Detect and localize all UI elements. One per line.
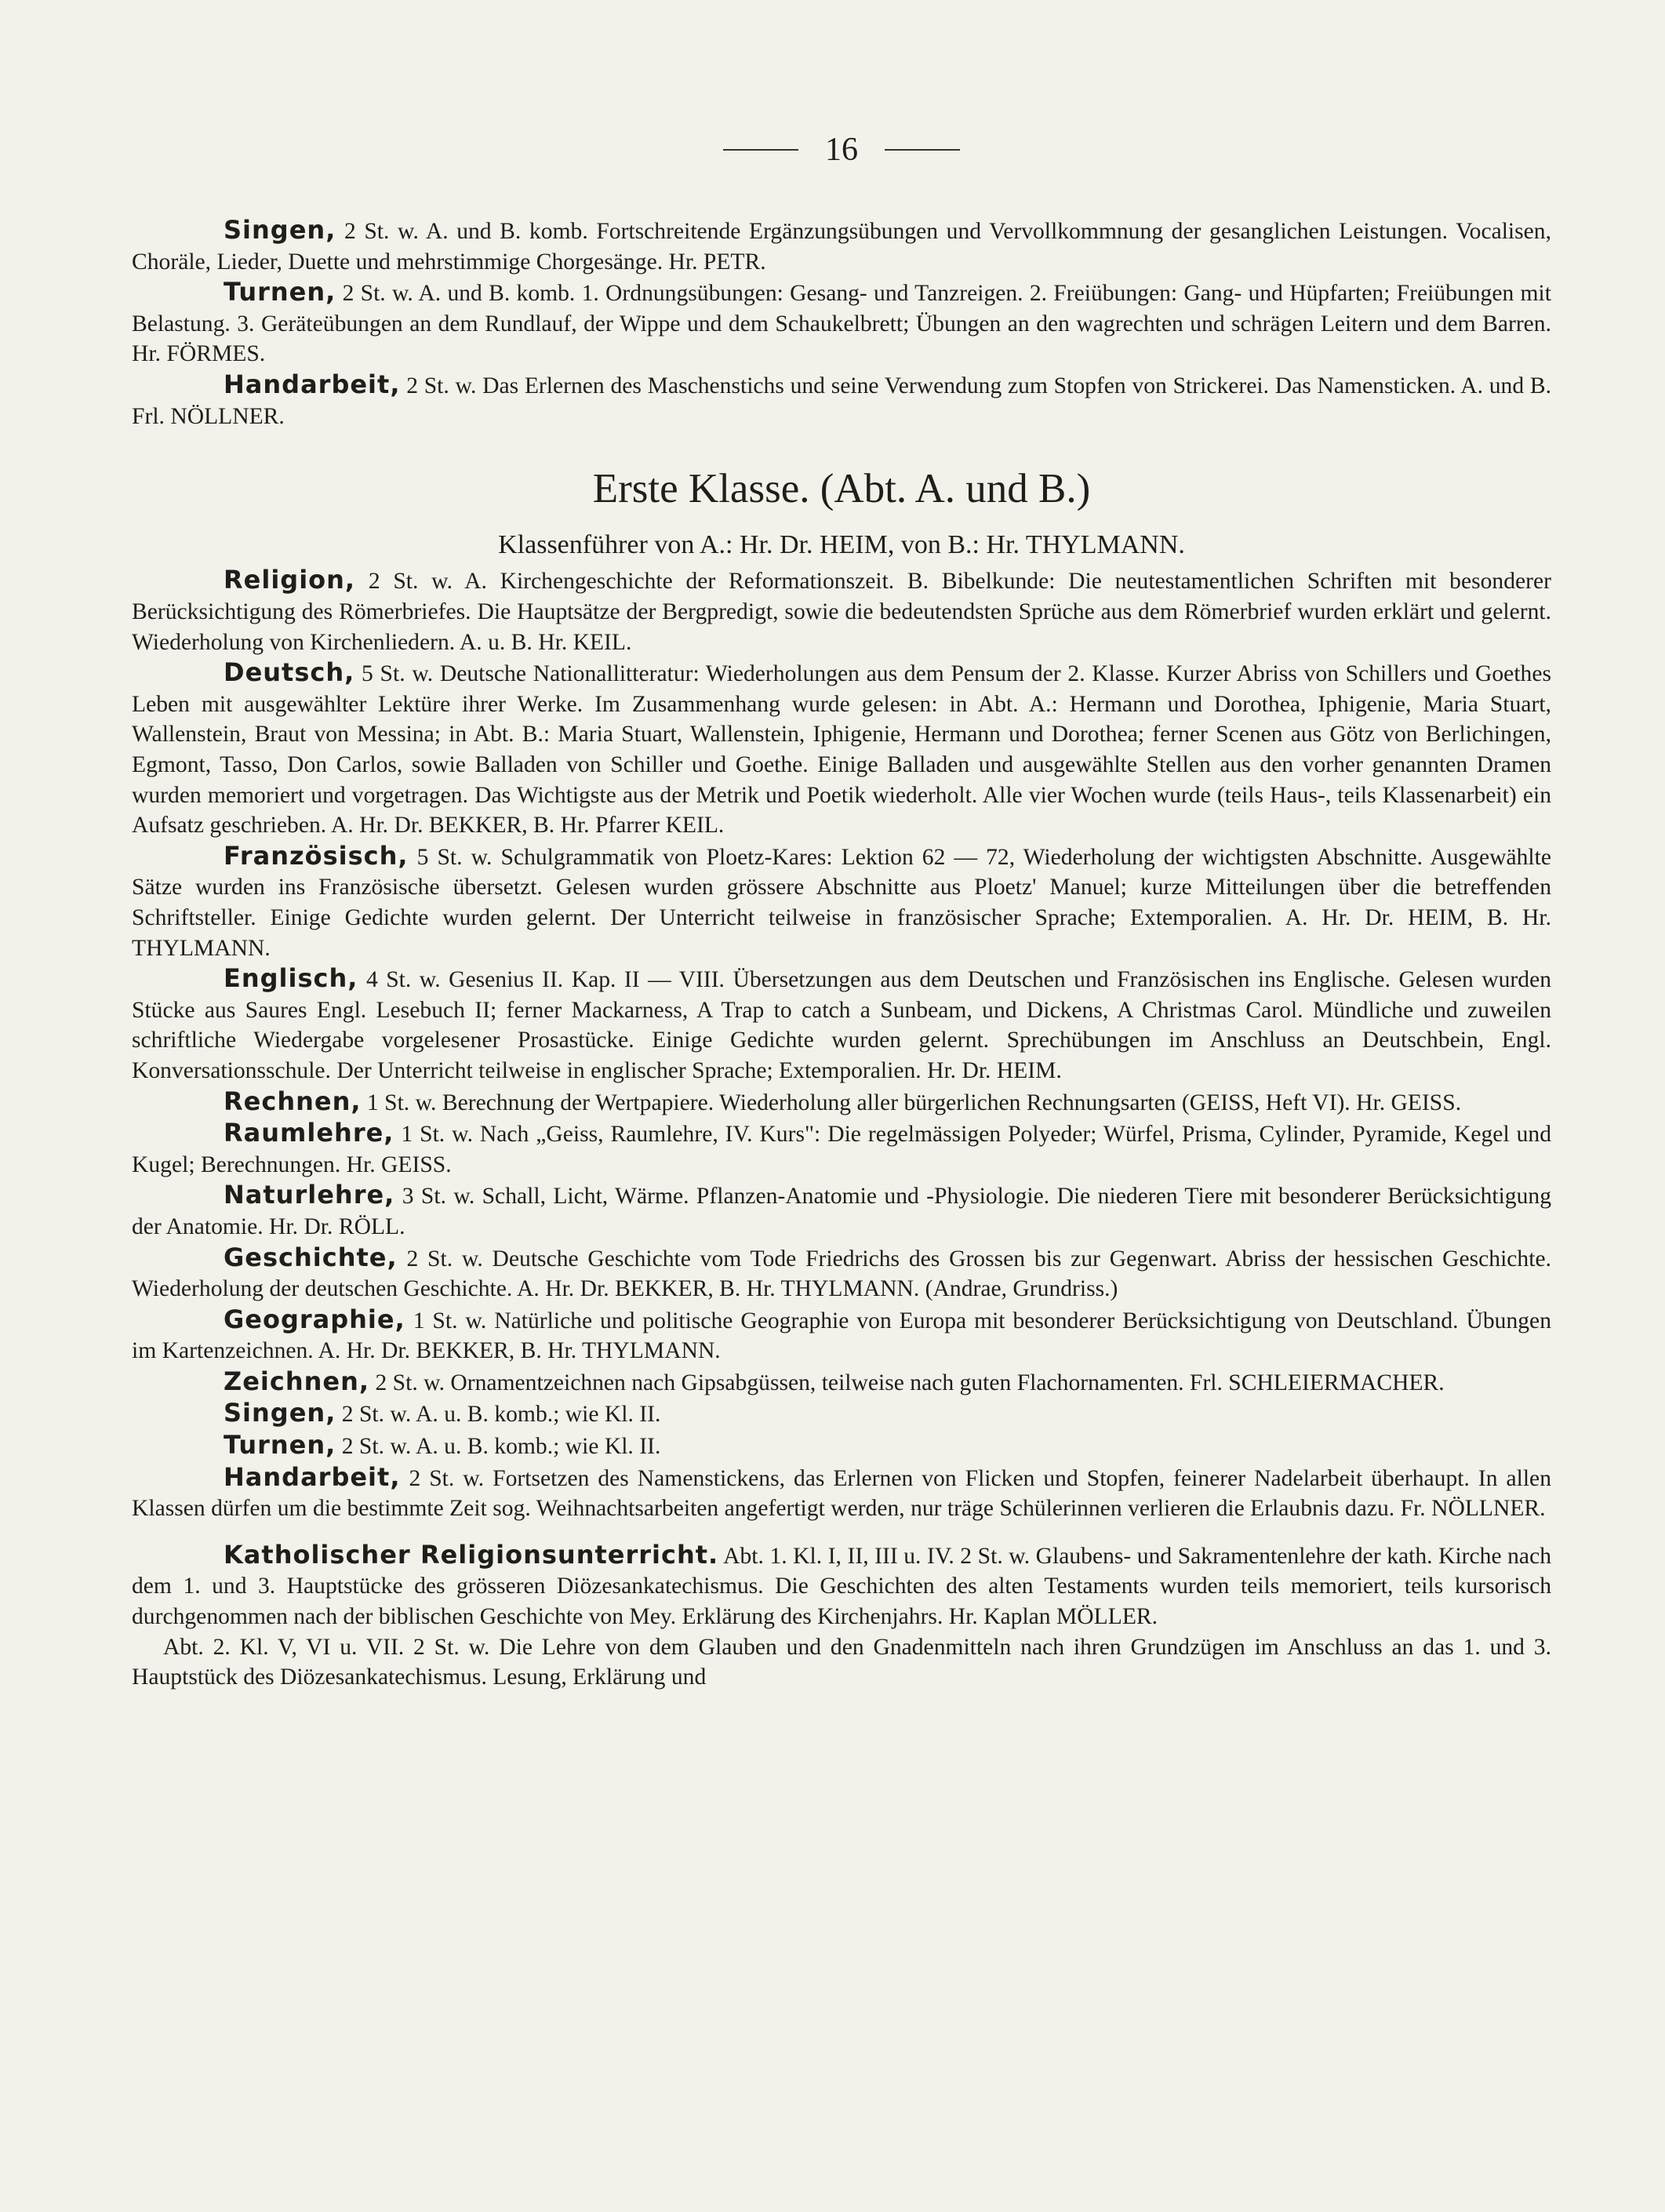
paragraph-text: 5 St. w. Schulgrammatik von Ploetz-Kares: Lektion 62 — 72, Wiederholung der wichtigsten Abschnitte. Ausgewählte Sätze wurden ins Französische übersetzt. Gelesen wurden grössere Abschnitte aus Ploetz' Manuel; kurze Mitteilungen über die betreffenden Schriftsteller. Einige Gedichte wurden gelernt. Der Unterricht teilweise in französischer Sprache; Extemporalien. A. Hr. Dr. HEIM, B. Hr. THYLMANN. [132,844,1551,961]
paragraph-text: 5 St. w. Deutsche Nationallitteratur: Wiederholungen aus dem Pensum der 2. Klasse. Kurzer Abriss von Schillers und Goethes Leben mit ausgewählter Lektüre ihrer Werke. Im Zusammenhang wurde gelesen: in Abt. A.: Hermann und Dorothea, Iphigenie, Maria Stuart, Wallenstein, Braut von Messina; in Abt. B.: Maria Stuart, Wallenstein, Iphigenie, Hermann und Dorothea; ferner Scenen aus Götz von Berlichingen, Egmont, Tasso, Don Carlos, sowie Balladen von Schiller und Goethe. Einige Balladen und ausgewählte Stellen aus den vorher genannten Dramen wurden memoriert und vorgetragen. Das Wichtigste aus der Metrik und Poetik wiederholt. Alle vier Wochen wurde (teils Haus-, teils Klassenarbeit) ein Aufsatz geschrieben. A. Hr. Dr. BEKKER, B. Hr. Pfarrer KEIL. [132,661,1551,839]
page-header [132,133,1551,166]
subject-title: Englisch, [224,963,358,994]
paragraph-text: 2 St. w. A. u. B. komb.; wie Kl. II. [341,1402,661,1428]
subject-title: Naturlehre, [224,1180,395,1210]
paragraph-text: 2 St. w. Deutsche Geschichte vom Tode Friedrichs des Grossen bis zur Gegenwart. Abriss der hessischen Geschichte. Wiederholung der deutschen Geschichte. A. Hr. Dr. BEKKER, B. Hr. THYLMANN. (Andrae, Grundriss.) [132,1246,1551,1302]
paragraph-text: 1 St. w. Berechnung der Wertpapiere. Wiederholung aller bürgerlichen Rechnungsarten (GEISS, Heft VI). Hr. GEISS. [366,1090,1462,1115]
subject-title: Geschichte, [224,1242,398,1272]
paragraph-text: 1 St. w. Nach „Geiss, Raumlehre, IV. Kurs": Die regelmässigen Polyeder; Würfel, Prisma, Cylinder, Pyramide, Kegel und Kugel; Berechnungen. Hr. GEISS. [132,1122,1551,1177]
paragraph-text: 4 St. w. Gesenius II. Kap. II — VIII. Übersetzungen aus dem Deutschen und Französischen ins Englische. Gelesen wurden Stücke aus Saures Engl. Lesebuch II; ferner Mackarness, A Trap to catch a Sunbeam, und Dickens, A Christmas Carol. Mündliche und zuweilen schriftliche Wiedergabe vorgelesener Prosastücke. Einige Gedichte wurden gelernt. Sprechübungen im Anschluss an Deutschbein, Engl. Konversationsschule. Der Unterricht teilweise in englischer Sprache; Extemporalien. Hr. Dr. HEIM. [132,967,1552,1083]
page-number: 16 [825,132,858,168]
paragraph-katholischer-religionsunterricht [132,1540,1551,1632]
paragraph-text: 2 St. w. Das Erlernen des Maschenstichs und seine Verwendung zum Stopfen von Strickerei. Das Namensticken. A. und B. Frl. NÖLLNER. [132,373,1552,429]
paragraph-text: 2 St. w. Fortsetzen des Namenstickens, das Erlernen von Flicken und Stopfen, feinerer Nadelarbeit überhaupt. In allen Klassen dürfen um die bestimmte Zeit sog. Weihnachtsarbeiten angefertigt werden, nur träge Schülerinnen verlieren die Erlaubnis dazu. Fr. NÖLLNER. [132,1465,1551,1522]
subject-title: Französisch, [224,840,409,871]
paragraph-text: 2 St. w. A. und B. komb. Fortschreitende Ergänzungsübungen und Vervollkommnung der gesanglichen Leistungen. Vocalisen, Choräle, Lieder, Duette und mehrstimmige Chorgesänge. Hr. PETR. [132,219,1552,275]
subject-title: Handarbeit, [224,1461,401,1492]
paragraph-deutsch [132,657,1551,841]
paragraph-text: 2 St. w. A. und B. komb. 1. Ordnungsübungen: Gesang- und Tanzreigen. 2. Freiübungen: Gang- und Hüpfarten; Freiübungen mit Belastung. 3. Geräteübungen an dem Rundlauf, der Wippe und dem Schaukelbrett; Übungen an den wagrechten und schrägen Leitern und dem Barren. Hr. FÖRMES. [132,281,1551,367]
header-rule-right [885,149,960,151]
paragraph-raumlehre [132,1118,1551,1180]
paragraph-text: 3 St. w. Schall, Licht, Wärme. Pflanzen-Anatomie und -Physiologie. Die niederen Tiere mit besonderer Berücksichtigung der Anatomie. Hr. Dr. RÖLL. [132,1184,1551,1239]
paragraph-geographie [132,1304,1551,1366]
subject-title: Geographie, [224,1304,405,1334]
paragraph-text: 2 St. w. A. u. B. komb.; wie Kl. II. [341,1434,661,1460]
section-subheading: Klassenführer von A.: Hr. Dr. HEIM, von B.: Hr. THYLMANN. [498,530,1185,560]
paragraph-handarbeit-prelude [132,369,1551,431]
paragraph-geschichte [132,1242,1551,1304]
subject-title: Turnen, [224,277,336,307]
paragraph-text: 2 St. w. A. Kirchengeschichte der Reformationszeit. B. Bibelkunde: Die neutestamentlichen Schriften mit besonderer Berücksichtigung des Römerbriefes. Die Hauptsätze der Bergpredigt, sowie die bedeutendsten Sprüche aus dem Römerbrief wurden erklärt und gelernt. Wiederholung von Kirchenliedern. A. u. B. Hr. KEIL. [132,569,1551,655]
section-heading: Erste Klasse. (Abt. A. und B.) [592,466,1091,512]
paragraph-rechnen [132,1086,1551,1119]
subject-title: Deutsch, [224,657,355,688]
subject-title: Handarbeit, [224,369,401,399]
paragraph-englisch [132,963,1551,1086]
subject-title: Singen, [224,215,336,245]
subject-title: Singen, [224,1398,336,1428]
subject-title: Zeichnen, [224,1366,370,1396]
paragraph-religion [132,565,1551,657]
paragraph-text: 1 St. w. Natürliche und politische Geographie von Europa mit besonderer Berücksichtigung von Deutschland. Übungen im Kartenzeichnen. A. Hr. Dr. BEKKER, B. Hr. THYLMANN. [132,1308,1551,1364]
paragraph-handarbeit [132,1462,1551,1524]
paragraph-zeichnen [132,1366,1551,1399]
paragraph-turnen [132,1430,1551,1462]
paragraph-abt-2: Abt. 2. Kl. V, VI u. VII. 2 St. w. Die Lehre von dem Glauben und den Gnadenmitteln nach ihren Grundzügen im Anschluss an das 1. und 3. Hauptstück des Diözesankatechismus. Lesung, Erklärung und [132,1634,1551,1690]
paragraph-text: Abt. 1. Kl. I, II, III u. IV. 2 St. w. Glaubens- und Sakramentenlehre der kath. Kirche nach dem 1. und 3. Hauptstücke des grösseren Diözesankatechismus. Die Geschichten des alten Testaments wurden teils memoriert, teils kursorisch durchgenommen nach der biblischen Geschichte von Mey. Erklärung des Kirchenjahrs. Hr. Kaplan MÖLLER. [132,1543,1551,1630]
subject-title: Katholischer Religionsunterricht. [224,1539,719,1570]
paragraph-turnen-prelude [132,277,1551,369]
subject-title: Raumlehre, [224,1118,394,1148]
paragraph-naturlehre [132,1180,1551,1242]
paragraph-text: 2 St. w. Ornamentzeichnen nach Gipsabgüssen, teilweise nach guten Flachornamenten. Frl. SCHLEIERMACHER. [375,1370,1445,1395]
subject-title: Turnen, [224,1430,336,1461]
paragraph-singen-prelude [132,215,1551,277]
subject-title: Religion, [224,565,356,595]
header-rule-left [723,149,798,151]
paragraph-singen [132,1398,1551,1430]
subject-title: Rechnen, [224,1086,362,1116]
paragraph-franzoesisch [132,841,1551,963]
